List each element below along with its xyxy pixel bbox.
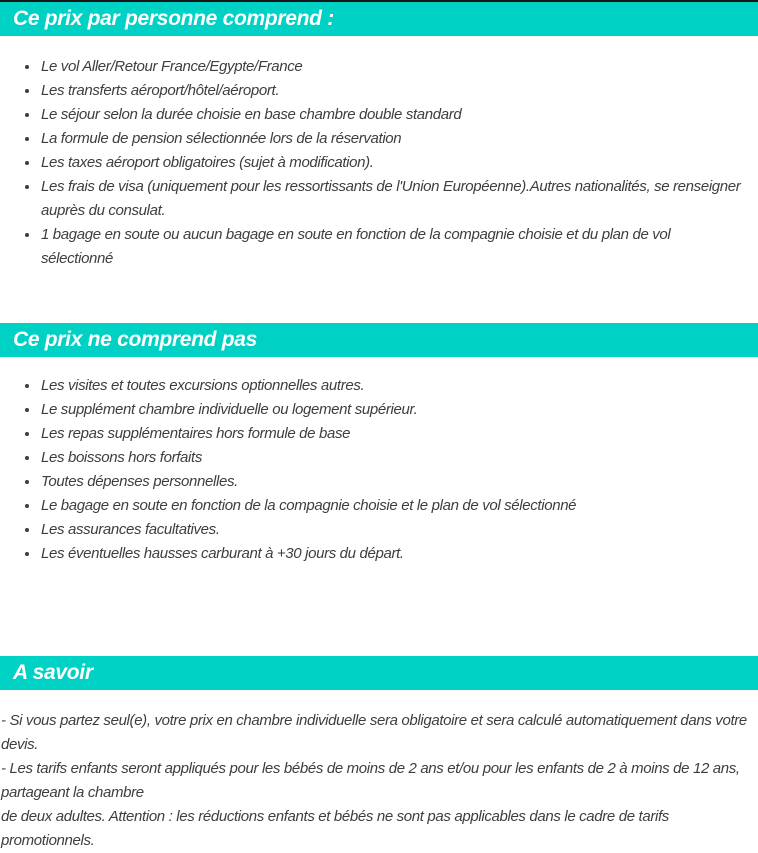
list-item: • Les éventuelles hausses carburant à +30 jours du départ. [40, 542, 744, 566]
list-item: • Les repas supplémentaires hors formule de base [40, 422, 744, 446]
section-price-excludes [0, 323, 758, 566]
section-header [0, 323, 758, 357]
list-item: • La formule de pension sélectionnée lors de la réservation [40, 127, 744, 151]
note-paragraph: de deux adultes. Attention : les réductions enfants et bébés ne sont pas applicables dans le cadre de tarifs promotionnels. [1, 808, 669, 849]
section-price-includes [0, 0, 758, 271]
section-title: A savoir [13, 661, 93, 684]
list-item: • Les visites et toutes excursions optionnelles autres. [40, 374, 744, 398]
section-good-to-know [0, 656, 758, 853]
list-item: • Les transferts aéroport/hôtel/aéroport. [40, 79, 744, 103]
list-item: • Les frais de visa (uniquement pour les ressortissants de l'Union Européenne).Autres nationalités, se renseigner auprès du consulat. [40, 175, 744, 223]
section-header [0, 656, 758, 690]
list-item: • Les taxes aéroport obligatoires (sujet à modification). [40, 151, 744, 175]
list-item: • Les boissons hors forfaits [40, 446, 744, 470]
list-item: • Toutes dépenses personnelles. [40, 470, 744, 494]
section-title: Ce prix ne comprend pas [13, 328, 258, 351]
note-paragraph: - Si vous partez seul(e), votre prix en chambre individuelle sera obligatoire et sera calculé automatiquement dans votre devis. [1, 712, 747, 753]
included-list [0, 55, 758, 271]
list-item: • Le vol Aller/Retour France/Egypte/France [40, 55, 744, 79]
section-title: Ce prix par personne comprend : [13, 7, 334, 30]
excluded-list [0, 374, 758, 566]
list-item: • Le supplément chambre individuelle ou logement supérieur. [40, 398, 744, 422]
list-item: • Le séjour selon la durée choisie en base chambre double standard [40, 103, 744, 127]
list-item: • Le bagage en soute en fonction de la compagnie choisie et le plan de vol sélectionné [40, 494, 744, 518]
section-header [0, 0, 758, 36]
list-item: • 1 bagage en soute ou aucun bagage en soute en fonction de la compagnie choisie et du plan de vol sélectionné [40, 223, 744, 271]
notes [0, 709, 758, 853]
note-paragraph: - Les tarifs enfants seront appliqués pour les bébés de moins de 2 ans et/ou pour les enfants de 2 à moins de 12 ans, partageant la chambre [1, 760, 740, 801]
list-item: • Les assurances facultatives. [40, 518, 744, 542]
